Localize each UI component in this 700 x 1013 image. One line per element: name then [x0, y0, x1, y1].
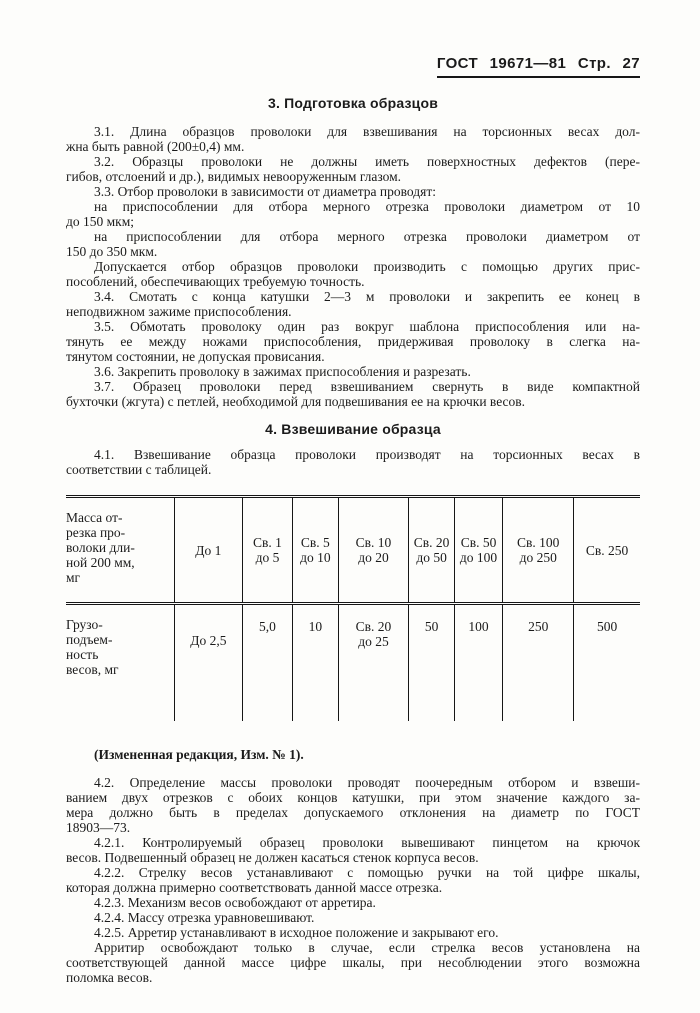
- cell-line: Св. 250: [585, 542, 629, 558]
- cell-line: 250: [528, 619, 549, 634]
- text-line: 4.2. Определение массы проволоки проводят поочередным отбором и взвеши-: [94, 775, 640, 790]
- text-line: на приспособлении для отбора мерного отрезка проволоки диаметром от: [94, 229, 640, 244]
- cell-line: волоки дли-: [66, 540, 135, 555]
- section-4-continued: [66, 747, 640, 985]
- cell-line: 5,0: [259, 619, 276, 634]
- text-line: 4.2.3. Механизм весов освобождают от арретира.: [94, 895, 376, 910]
- cell-line: Св. 50: [460, 535, 497, 550]
- page-header: [66, 55, 640, 78]
- table-cell: [409, 497, 454, 604]
- cell-line: до 10: [300, 550, 331, 565]
- table-cell: [242, 604, 293, 722]
- text-line: поломка весов.: [66, 970, 153, 985]
- table-cell: [174, 604, 242, 722]
- cell-line: до 50: [416, 550, 447, 565]
- table-cell: [574, 497, 640, 604]
- paragraph: [66, 447, 640, 477]
- cell-line: Св. 20: [355, 619, 392, 634]
- table-cell: [574, 604, 640, 722]
- cell-line: мг: [66, 570, 81, 585]
- text-line: 4.2.2. Стрелку весов устанавливают с помощью ручки на той цифре шкалы,: [94, 865, 640, 880]
- text-line: 150 до 350 мкм.: [66, 244, 158, 259]
- text-line: Арритир освобождают только в случае, если стрелка весов установлена на: [94, 940, 640, 955]
- text-line: тянуть ее между ножами приспособления, придерживая проволоку в слегка на-: [66, 334, 640, 349]
- cell-line: до 250: [519, 550, 557, 565]
- table-cell: [293, 497, 338, 604]
- paragraph: [66, 199, 640, 229]
- table-cell: [409, 604, 454, 722]
- text-line: 4.2.5. Арретир устанавливают в исходное положение и закрывают его.: [94, 925, 499, 940]
- text-line: пособлений, обеспечивающих требуемую точность.: [66, 274, 365, 289]
- text-line: 4.2.1. Контролируемый образец проволоки вывешивают пинцетом на крючок: [94, 835, 640, 850]
- cell-line: до 20: [358, 550, 389, 565]
- paragraph: [66, 910, 640, 925]
- table-row: [66, 497, 640, 604]
- cell-line: резка про-: [66, 525, 126, 540]
- text-line: (Измененная редакция, Изм. № 1).: [94, 747, 304, 762]
- section-4-heading: 4. Взвешивание образца: [265, 421, 441, 437]
- text-line: которая должна примерно соответствовать данной массе отрезка.: [66, 880, 443, 895]
- text-line: соответствии с таблицей.: [66, 462, 212, 477]
- cell-line: Св. 5: [300, 535, 330, 550]
- text-line: 3.2. Образцы проволоки не должны иметь поверхностных дефектов (пере-: [94, 154, 640, 169]
- text-line: 4.1. Взвешивание образца проволоки производят на торсионных весах в: [94, 447, 640, 462]
- table-cell: [242, 497, 293, 604]
- section-4-body: [66, 447, 640, 477]
- text-line: 18903—73.: [66, 820, 131, 835]
- text-line: ванием двух отрезков с обоих концов катушки, при этом значение каждого за-: [66, 790, 640, 805]
- table-cell: [338, 604, 409, 722]
- cell-line: 50: [424, 619, 439, 634]
- table-cell: [503, 497, 574, 604]
- cell-line: ной 200 мм,: [66, 555, 135, 570]
- cell-line: до 25: [358, 634, 389, 649]
- text-line: мера должно быть в пределах допускаемого отклонения на диаметр по ГОСТ: [66, 805, 640, 820]
- text-line: 3.1. Длина образцов проволоки для взвешивания на торсионных весах дол-: [94, 124, 640, 139]
- paragraph: [66, 124, 640, 154]
- text-line: весов. Подвешенный образец не должен касаться стенок корпуса весов.: [66, 850, 479, 865]
- table-cell: [293, 604, 338, 722]
- cell-line: До 1: [195, 542, 222, 558]
- text-line: 3.5. Обмотать проволоку один раз вокруг шаблона приспособления или на-: [94, 319, 640, 334]
- cell-line: до 5: [255, 550, 280, 565]
- cell-line: весов, мг: [66, 662, 119, 677]
- paragraph: [66, 775, 640, 835]
- paragraph: [66, 154, 640, 184]
- text-line: 3.7. Образец проволоки перед взвешиванием свернуть в виде компактной: [94, 379, 640, 394]
- cell-line: Масса от-: [66, 510, 123, 525]
- paragraph: [66, 364, 640, 379]
- text-line: соответствующей данной массе цифре шкалы, при несоблюдении этого возможна: [66, 955, 640, 970]
- table-row: [66, 604, 640, 722]
- text-line: жна быть равной (200±0,4) мм.: [66, 139, 245, 154]
- cell-line: Св. 20: [413, 535, 450, 550]
- cell-line: Св. 1: [253, 535, 282, 550]
- text-line: 3.6. Закрепить проволоку в зажимах приспособления и разрезать.: [94, 364, 471, 379]
- table-cell: [338, 497, 409, 604]
- paragraph: [66, 319, 640, 364]
- cell-line: подъем-: [66, 632, 113, 647]
- cell-line: До 2,5: [190, 633, 227, 648]
- text-line: Допускается отбор образцов проволоки производить с помощью других прис-: [94, 259, 640, 274]
- paragraph: [66, 289, 640, 319]
- text-line: до 150 мкм;: [66, 214, 135, 229]
- table-cell: [454, 604, 503, 722]
- text-line: бухточки (жгута) с петлей, необходимой для подвешивания ее на крючки весов.: [66, 394, 526, 409]
- cell-line: ность: [66, 647, 99, 662]
- text-line: 3.3. Отбор проволоки в зависимости от диаметра проводят:: [94, 184, 436, 199]
- cell-line: 10: [308, 619, 323, 634]
- table-cell: [503, 604, 574, 722]
- weighing-scales-table: [66, 495, 640, 721]
- paragraph: [66, 184, 640, 199]
- paragraph: [66, 865, 640, 895]
- text-line: тянутом состоянии, не допуская провисания.: [66, 349, 325, 364]
- paragraph: [66, 747, 640, 762]
- text-line: на приспособлении для отбора мерного отрезка проволоки диаметром от 10: [94, 199, 640, 214]
- table-cell: [174, 497, 242, 604]
- row-label-cell: [66, 604, 174, 722]
- section-3-heading: 3. Подготовка образцов: [267, 95, 439, 111]
- cell-line: Св. 10: [355, 535, 392, 550]
- cell-line: до 100: [459, 550, 498, 565]
- cell-line: Св. 100: [517, 535, 560, 550]
- text-line: 4.2.4. Массу отрезка уравновешивают.: [94, 910, 315, 925]
- paragraph: [66, 835, 640, 865]
- standard-number-and-page: ГОСТ 19671—81 Стр. 27: [437, 55, 640, 78]
- paragraph: [66, 379, 640, 409]
- section-3-body: [66, 124, 640, 409]
- cell-line: Грузо-: [66, 617, 103, 632]
- text-line: гибов, отслоений и др.), видимых невооруженным глазом.: [66, 169, 402, 184]
- paragraph: [66, 259, 640, 289]
- row-label-cell: [66, 497, 174, 604]
- paragraph: [66, 229, 640, 259]
- paragraph: [66, 895, 640, 910]
- cell-line: 500: [596, 619, 618, 634]
- paragraph: [66, 925, 640, 940]
- table-cell: [454, 497, 503, 604]
- cell-line: 100: [468, 619, 489, 634]
- text-line: 3.4. Смотать с конца катушки 2—3 м проволоки и закрепить ее конец в: [94, 289, 640, 304]
- paragraph: [66, 940, 640, 985]
- text-line: неподвижном зажиме приспособления.: [66, 304, 292, 319]
